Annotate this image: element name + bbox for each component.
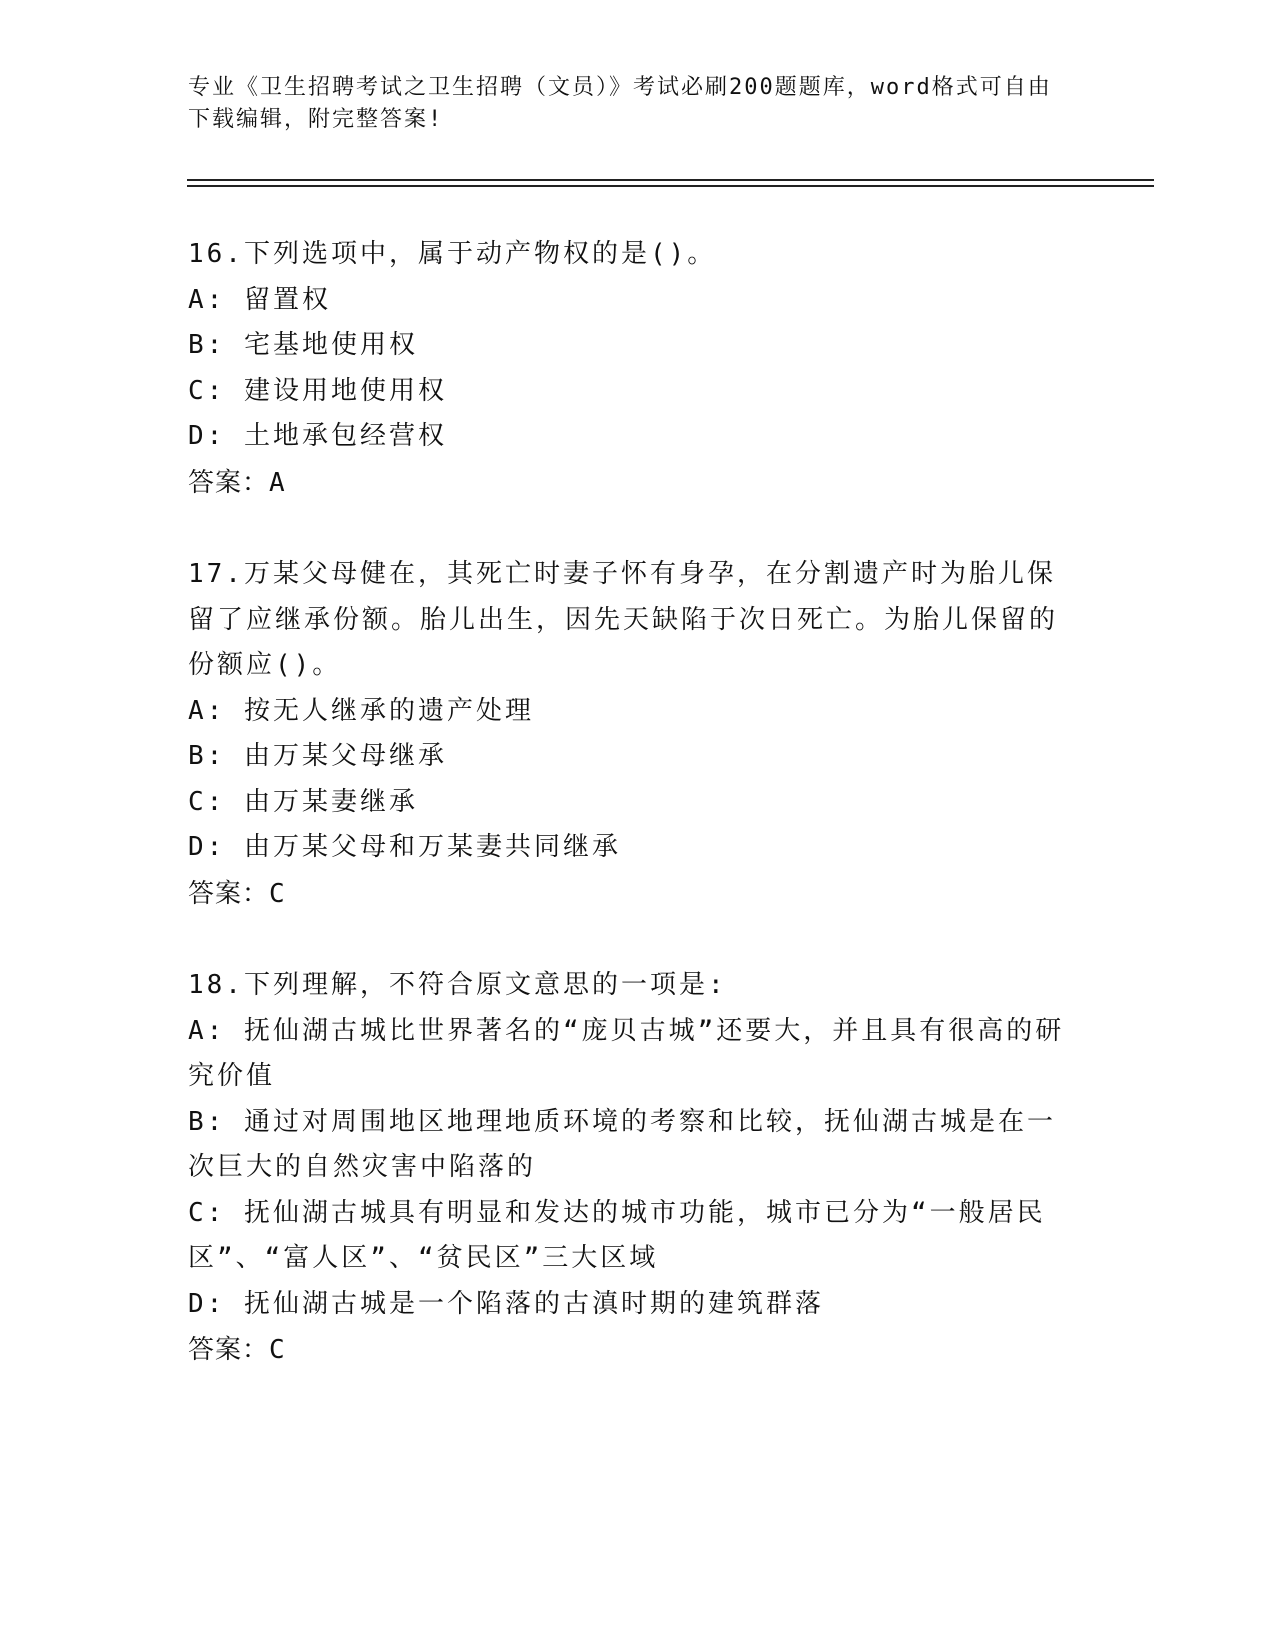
- option-c: C: 由万某妻继承: [188, 786, 418, 817]
- answer-label: 答案：: [188, 466, 270, 497]
- document-header: [188, 72, 1068, 136]
- question-18: [188, 963, 1078, 1374]
- header-divider-bottom: [187, 185, 1154, 187]
- answer-value: C: [269, 1335, 286, 1365]
- question-text: 18.下列理解，不符合原文意思的一项是:: [188, 970, 727, 1000]
- option-a: A: 抚仙湖古城比世界著名的“庞贝古城”还要大，并且具有很高的研究价值: [188, 1015, 1065, 1091]
- option-d: D: 抚仙湖古城是一个陷落的古滇时期的建筑群落: [188, 1288, 824, 1319]
- header-divider-top: [187, 179, 1154, 181]
- option-c: C: 建设用地使用权: [188, 375, 447, 406]
- answer-value: C: [269, 878, 286, 909]
- question-list: [188, 232, 1078, 1420]
- option-d: D: 土地承包经营权: [188, 421, 447, 451]
- answer-line: [188, 1327, 1078, 1374]
- option-d: D: 由万某父母和万某妻共同继承: [188, 832, 621, 862]
- question-16: [188, 232, 1078, 506]
- question-text: 17.万某父母健在，其死亡时妻子怀有身孕，在分割遗产时为胎儿保留了应继承份额。胎儿出生，因先天缺陷于次日死亡。为胎儿保留的份额应()。: [188, 559, 1059, 680]
- answer-label: 答案：: [188, 1334, 270, 1364]
- option-b: B: 由万某父母继承: [188, 741, 447, 771]
- option-c: C: 抚仙湖古城具有明显和发达的城市功能，城市已分为“一般居民区”、“富人区”、“贫民区”三大区域: [188, 1197, 1046, 1273]
- answer-label: 答案：: [188, 877, 270, 908]
- question-text: 16.下列选项中，属于动产物权的是()。: [188, 239, 717, 269]
- option-a: A: 留置权: [188, 284, 331, 315]
- option-b: B: 宅基地使用权: [188, 330, 418, 360]
- answer-value: A: [269, 467, 286, 498]
- answer-line: [188, 871, 1078, 918]
- option-b: B: 通过对周围地区地理地质环境的考察和比较，抚仙湖古城是在一次巨大的自然灾害中陷落的: [188, 1106, 1056, 1182]
- question-17: [188, 552, 1078, 917]
- header-text: 专业《卫生招聘考试之卫生招聘（文员）》考试必刷200题题库，word格式可自由下载编辑，附完整答案!: [188, 75, 1052, 132]
- answer-line: [188, 460, 1078, 507]
- option-a: A: 按无人继承的遗产处理: [188, 695, 534, 726]
